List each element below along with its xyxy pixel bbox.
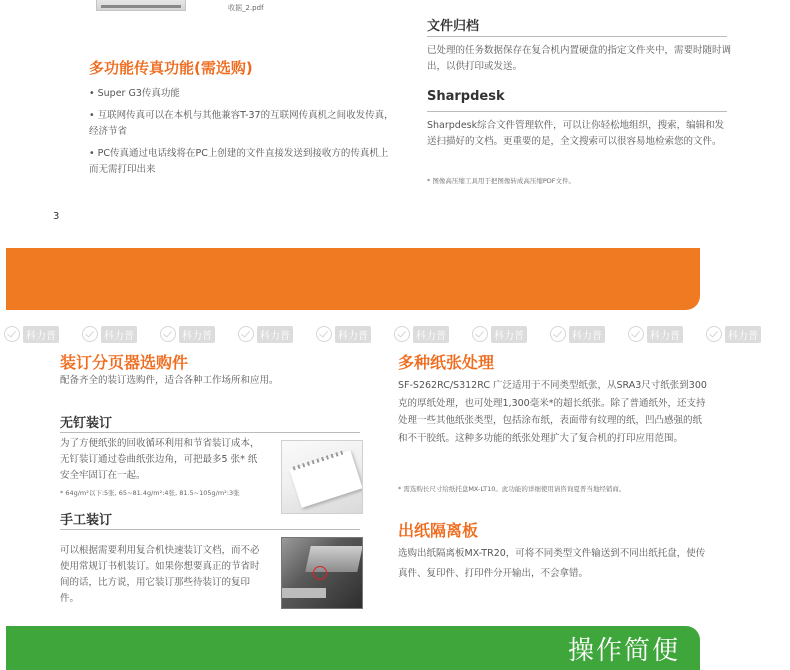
- paper-handling-title: 多种纸张处理: [398, 353, 495, 372]
- check-circle-icon: [472, 326, 488, 342]
- check-circle-icon: [706, 326, 722, 342]
- staple-free-note: * 64g/m²以下:5张, 65~81.4g/m²:4张, 81.5~105g/m²:3张: [60, 489, 240, 497]
- archive-title: 文件归档: [427, 19, 480, 34]
- staple-free-divider: [60, 432, 360, 433]
- watermark-label: 科力普: [725, 326, 761, 343]
- staple-free-title: 无钉装订: [60, 416, 113, 431]
- check-circle-icon: [4, 326, 20, 342]
- watermark-label: 科力普: [413, 326, 449, 343]
- footer-banner-title: 操作简便: [567, 636, 680, 666]
- watermark-row: [4, 322, 790, 346]
- watermark-label: 科力普: [101, 326, 137, 343]
- watermark-label: 科力普: [257, 326, 293, 343]
- fax-feature-item: • Super G3传真功能: [89, 86, 394, 102]
- check-circle-icon: [628, 326, 644, 342]
- paper-handling-note: * 需选购长尺寸给纸托盘MX-LT10。此功能的详细使用请咨询夏普当地经销商。: [398, 485, 626, 493]
- sharpdesk-note: * 图像高压缩工具用于把图像转成高压缩PDF文件。: [427, 177, 575, 185]
- fax-section-title: 多功能传真功能(需选购): [89, 59, 253, 77]
- fax-feature-list: [89, 86, 394, 184]
- fax-feature-item: • 互联网传真可以在本机与其他兼容T-37的互联网传真机之间收发传真，经济节省: [89, 108, 394, 140]
- file-caption: 收据_2.pdf: [228, 4, 264, 12]
- watermark-label: 科力普: [335, 326, 371, 343]
- page-number: 3: [53, 211, 60, 222]
- staple-free-photo: [281, 440, 363, 514]
- archive-divider: [427, 36, 727, 37]
- footer-banner: [6, 626, 700, 670]
- manual-staple-divider: [60, 529, 360, 530]
- separator-title: 出纸隔离板: [398, 521, 479, 540]
- section-banner: [6, 248, 700, 310]
- watermark: [550, 322, 622, 346]
- watermark-label: 科力普: [647, 326, 683, 343]
- check-circle-icon: [82, 326, 98, 342]
- separator-text: 选购出纸隔离板MX-TR20，可将不同类型文件输送到不同出纸托盘，使传真件、复印件、打印件分开输出，不会拿错。: [398, 548, 706, 579]
- watermark: [4, 322, 76, 346]
- watermark: [472, 322, 544, 346]
- watermark: [316, 322, 388, 346]
- staple-free-text: 为了方便纸张的回收循环利用和节省装订成本，无钉装订通过卷曲纸张边角，可把最多5 张* 纸安全牢固订在一起。: [60, 438, 260, 481]
- manual-staple-text: 可以根据需要利用复合机快速装订文档，而不必使用常规订书机装订。如果你想要真正的节省时间的话，比方说，用它装订那些待装订的复印件。: [60, 545, 260, 604]
- archive-text: 已处理的任务数据保存在复合机内置硬盘的指定文件夹中，需要时随时调出，以供打印或发送。: [427, 45, 732, 72]
- document-thumbnail: [96, 0, 186, 11]
- check-circle-icon: [550, 326, 566, 342]
- check-circle-icon: [394, 326, 410, 342]
- manual-staple-photo: [281, 537, 363, 609]
- finisher-subtitle: 配备齐全的装订选购件，适合各种工作场所和应用。: [60, 375, 279, 386]
- finisher-title: 装订分页器选购件: [60, 353, 189, 372]
- watermark: [238, 322, 310, 346]
- paper-handling-text: SF-S262RC/S312RC 广泛适用于不同类型纸张，从SRA3尺寸纸张到300克的厚纸处理，也可处理1,300毫米*的超长纸张。除了普通纸外，还支持处理一些其他纸张类型，包括涂布纸，表面带有纹理的纸，凹凸感强的纸和不干胶纸。这种多功能的纸张处理扩大了复合机的打印应用范围。: [398, 380, 707, 444]
- watermark: [706, 322, 778, 346]
- fax-feature-item: • PC传真通过电话线将在PC上创建的文件直接发送到接收方的传真机上而无需打印出来: [89, 146, 394, 178]
- watermark-label: 科力普: [491, 326, 527, 343]
- watermark: [82, 322, 154, 346]
- watermark-label: 科力普: [179, 326, 215, 343]
- check-circle-icon: [160, 326, 176, 342]
- sharpdesk-text: Sharpdesk综合文件管理软件，可以让你轻松地组织，搜索，编辑和发送扫描好的文档。更重要的是，全文搜索可以很容易地检索您的文件。: [427, 120, 725, 147]
- check-circle-icon: [238, 326, 254, 342]
- watermark: [628, 322, 700, 346]
- watermark-label: 科力普: [23, 326, 59, 343]
- watermark: [394, 322, 466, 346]
- watermark-label: 科力普: [569, 326, 605, 343]
- check-circle-icon: [316, 326, 332, 342]
- manual-staple-title: 手工装订: [60, 513, 113, 528]
- sharpdesk-title: Sharpdesk: [427, 89, 505, 104]
- sharpdesk-divider: [427, 111, 727, 112]
- watermark: [160, 322, 232, 346]
